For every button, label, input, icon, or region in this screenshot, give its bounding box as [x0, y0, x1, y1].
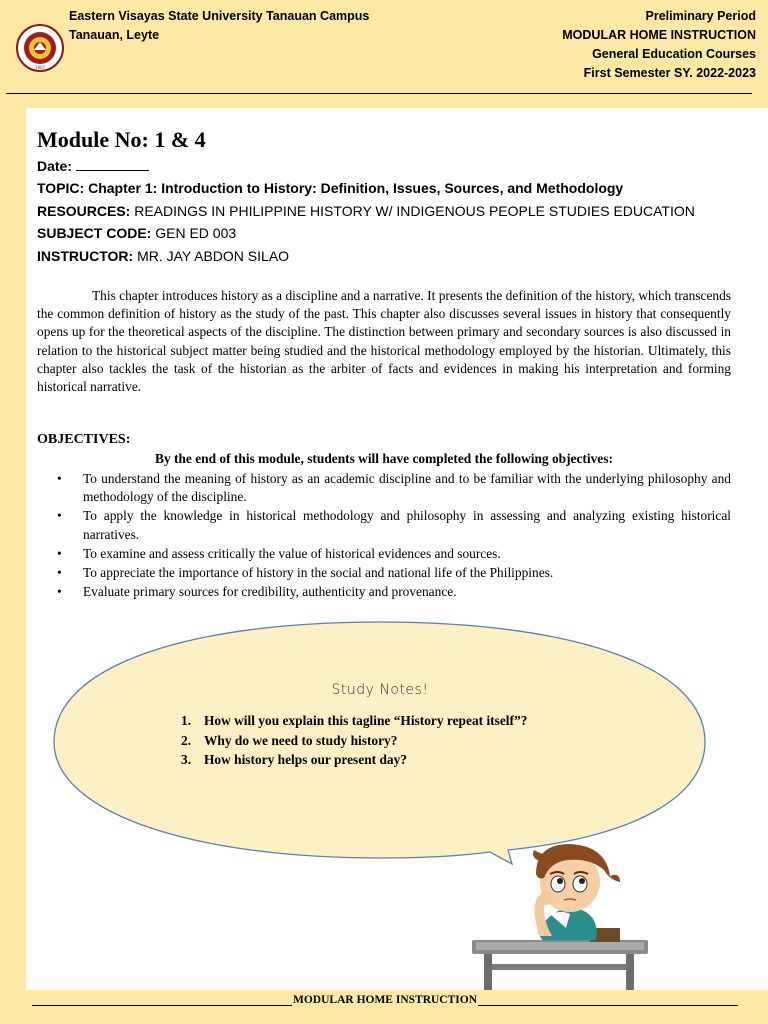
bullet-icon: • [57, 565, 62, 581]
topic-label: TOPIC: [37, 180, 89, 196]
study-notes-title: Study Notes! [331, 682, 429, 698]
subject-code-label: SUBJECT CODE: [37, 225, 156, 241]
objective-text: To appreciate the importance of history in the social and national life of the Philippines. [83, 565, 554, 581]
svg-text:1907: 1907 [34, 65, 46, 70]
instructor-label: INSTRUCTOR: [37, 248, 138, 264]
objective-text: To apply the knowledge in historical methodology and philosophy in assessing and analyzing existing historical narratives. [83, 508, 731, 542]
semester-label: First Semester SY. 2022-2023 [583, 66, 756, 80]
subject-code-value: GEN ED 003 [155, 225, 237, 241]
thinking-student-illustration [470, 840, 700, 990]
objectives-heading: OBJECTIVES: [37, 432, 131, 447]
study-note-item: 2. Why do we need to study history? [181, 732, 398, 748]
study-note-item: 1. How will you explain this tagline “History repeat itself”? [181, 713, 528, 728]
resources-label: RESOURCES: [37, 203, 135, 219]
objective-text: To examine and assess critically the value of historical evidences and sources. [83, 545, 501, 561]
page-footer [32, 994, 738, 1006]
objectives-subheading: By the end of this module, students will have completed the following objectives: [155, 451, 613, 466]
bullet-icon: • [57, 545, 62, 561]
objective-text: Evaluate primary sources for credibility, authenticity and provenance. [83, 584, 457, 600]
module-title: Module No: 1 & 4 [37, 127, 206, 152]
footer-line-right [478, 994, 738, 1006]
objective-text: To understand the meaning of history as an academic discipline and to be familiar with the underlying philosophy and methodology of the discipline. [83, 471, 731, 505]
institution-location: Tanauan, Leyte [69, 28, 160, 42]
footer-text: MODULAR HOME INSTRUCTION [293, 994, 478, 1006]
date-label: Date: [37, 158, 76, 174]
footer-line-left [32, 994, 292, 1006]
instruction-type: MODULAR HOME INSTRUCTION [562, 28, 756, 42]
bullet-icon: • [57, 584, 62, 600]
study-note-item: 3. How history helps our present day? [181, 752, 407, 767]
course-type: General Education Courses [592, 47, 756, 61]
institution-name: Eastern Visayas State University Tanauan Campus [69, 9, 370, 23]
bullet-icon: • [57, 471, 62, 486]
period-label: Preliminary Period [645, 9, 756, 23]
study-notes-list [181, 711, 527, 770]
instructor-value: MR. JAY ABDON SILAO [137, 248, 290, 264]
resources-value: READINGS IN PHILIPPINE HISTORY W/ INDIGENOUS PEOPLE STUDIES EDUCATION [134, 203, 695, 219]
bullet-icon: • [57, 508, 62, 524]
intro-paragraph: This chapter introduces history as a discipline and a narrative. It presents the definition of the history, which transcends the common definition of history as the study of the past. This chapter also discusses several issues in history that consequently opens up for the theoretical aspects of the discipline. The distinction between primary and secondary sources is also discussed in relation to the historical subject matter being studied and the historical methodology employed by the historian. Ultimately, this chapter also tackles the task of the historian as the arbiter of facts and evidences in making his interpretation and forming historical narrative. [37, 288, 731, 395]
topic-value: Chapter 1: Introduction to History: Definition, Issues, Sources, and Methodology [88, 180, 624, 196]
